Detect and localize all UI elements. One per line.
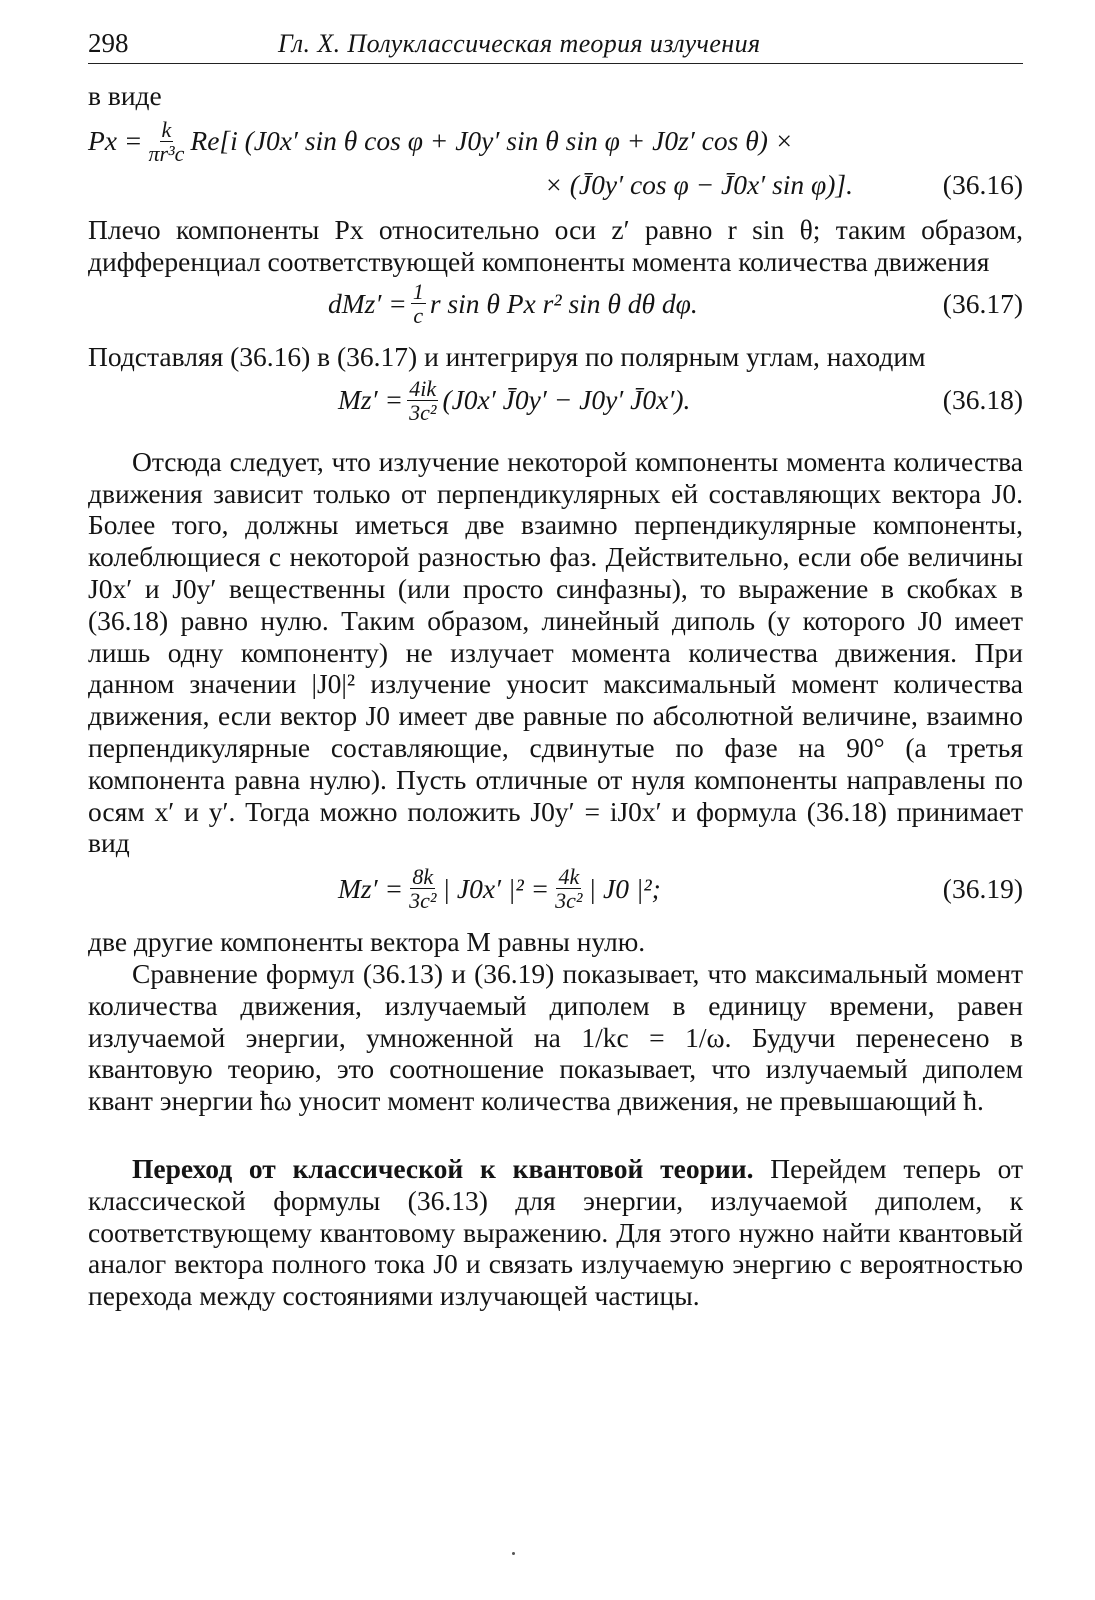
equation-36-19 — [88, 865, 1023, 912]
eq-36-18-number: (36.18) — [942, 384, 1023, 416]
eq-36-19-fraction-1 — [407, 865, 438, 912]
printing-speck — [512, 1552, 515, 1555]
page-number: 298 — [88, 28, 129, 58]
paragraph-substituting: Подставляя (36.16) в (36.17) и интегрируя по полярным углам, находим — [88, 340, 926, 372]
section-paragraph — [88, 1153, 1023, 1312]
eq-36-19-frac2-num: 4k — [558, 864, 580, 890]
eq-36-18-rhs: (J0x′ J̄0y′ − J0y′ J̄0x′). — [442, 384, 691, 416]
intro-text: в виде — [88, 79, 162, 111]
section-text: Перейдем теперь от классической формулы (36.13) для энергии, излучаемой диполем, к соответствующему квантовому выражению. Для этого нужно найти квантовый аналог вектора полного тока J0 и связать излучаемую энергию с вероятностью перехода между состояниями излучающей частицы. — [88, 1152, 1023, 1312]
eq-36-17-lhs: dMz′ = — [328, 287, 407, 319]
equation-36-17 — [88, 280, 1023, 327]
eq-36-19-fraction-2 — [553, 865, 584, 912]
eq-36-16-body: Re[i (J0x′ sin θ cos φ + J0y′ sin θ sin φ + J0z′ cos θ) × — [190, 125, 794, 157]
eq-36-18-fraction — [407, 377, 438, 424]
equation-36-18 — [88, 377, 1023, 424]
eq-36-18-lhs: Mz′ = — [338, 384, 404, 416]
eq-36-17-fraction — [411, 280, 426, 327]
eq-36-18-frac-num: 4ik — [409, 375, 437, 401]
running-head — [88, 28, 1023, 64]
eq-36-19-frac2-den: 3c² — [555, 888, 583, 914]
eq-36-17-frac-num: 1 — [412, 278, 424, 304]
eq-36-19-rhs: | J0 |²; — [588, 872, 661, 904]
running-title: Гл. X. Полуклассическая теория излучения — [278, 29, 761, 58]
eq-36-19-frac1-den: 3c² — [409, 888, 437, 914]
eq-36-16-fraction — [146, 118, 186, 165]
eq-36-19-number: (36.19) — [942, 872, 1023, 904]
eq-36-17-number: (36.17) — [942, 287, 1023, 319]
eq-36-19-lhs: Mz′ = — [338, 872, 404, 904]
paragraph-lever-arm: Плечо компоненты Px относительно оси z′ равно r sin θ; таким образом, дифференциал соответствующей компоненты момента количества движения — [88, 214, 1023, 278]
eq-36-16-number: (36.16) — [942, 168, 1023, 200]
eq-36-18-frac-den: 3c² — [409, 399, 437, 425]
paragraph-other-components: две другие компоненты вектора M равны нулю. — [88, 926, 646, 958]
eq-36-16-body-cont: × (J̄0y′ cos φ − J̄0x′ sin φ)]. — [544, 168, 853, 200]
eq-36-16-frac-den: πr³c — [148, 140, 185, 166]
eq-36-17-rhs: r sin θ Px r² sin θ dθ dφ. — [429, 287, 698, 319]
eq-36-17-frac-den: c — [413, 302, 424, 328]
paragraph-comparison: Сравнение формул (36.13) и (36.19) показывает, что максимальный момент количества движения, излучаемый диполем в единицу времени, равен излучаемой энергии, умноженной на 1/kc = 1/ω. Будучи перенесено в квантовую теорию, это соотношение показывает, что излучаемый диполем квант энергии ħω уносит момент количества движения, не превышающий ħ. — [88, 957, 1023, 1117]
eq-36-16-lhs: Px = — [88, 125, 143, 157]
paragraph-consequence: Отсюда следует, что излучение некоторой компоненты момента количества движения зависит только от перпендикулярных ей составляющих вектора J0. Более того, должны иметься две взаимно перпендикулярные компоненты, колеблющиеся с некоторой разностью фаз. Действительно, если обе величины J0x′ и J0y′ вещественны (или просто синфазны), то выражение в скобках в (36.18) равно нулю. Таким образом, линейный диполь (у которого J0 имеет лишь одну компоненту) не излучает момента количества движения. При данном значении |J0|² излучение уносит максимальный момент количества движения, если вектор J0 имеет две равные по абсолютной величине, взаимно перпендикулярные составляющие, сдвинутые по фазе на 90° (а третья компонента равна нулю). Пусть отличные от нуля компоненты направлены по осям x′ и y′. Тогда можно положить J0y′ = iJ0x′ и формула (36.18) принимает вид — [88, 445, 1023, 859]
eq-36-19-frac1-num: 8k — [412, 864, 434, 890]
equation-36-16-line1 — [88, 118, 1023, 165]
eq-36-16-frac-num: k — [161, 116, 172, 142]
section-heading: Переход от классической к квантовой теории. — [132, 1152, 754, 1184]
eq-36-19-mid: | J0x′ |² = — [442, 872, 550, 904]
equation-36-16-line2 — [88, 169, 1023, 201]
